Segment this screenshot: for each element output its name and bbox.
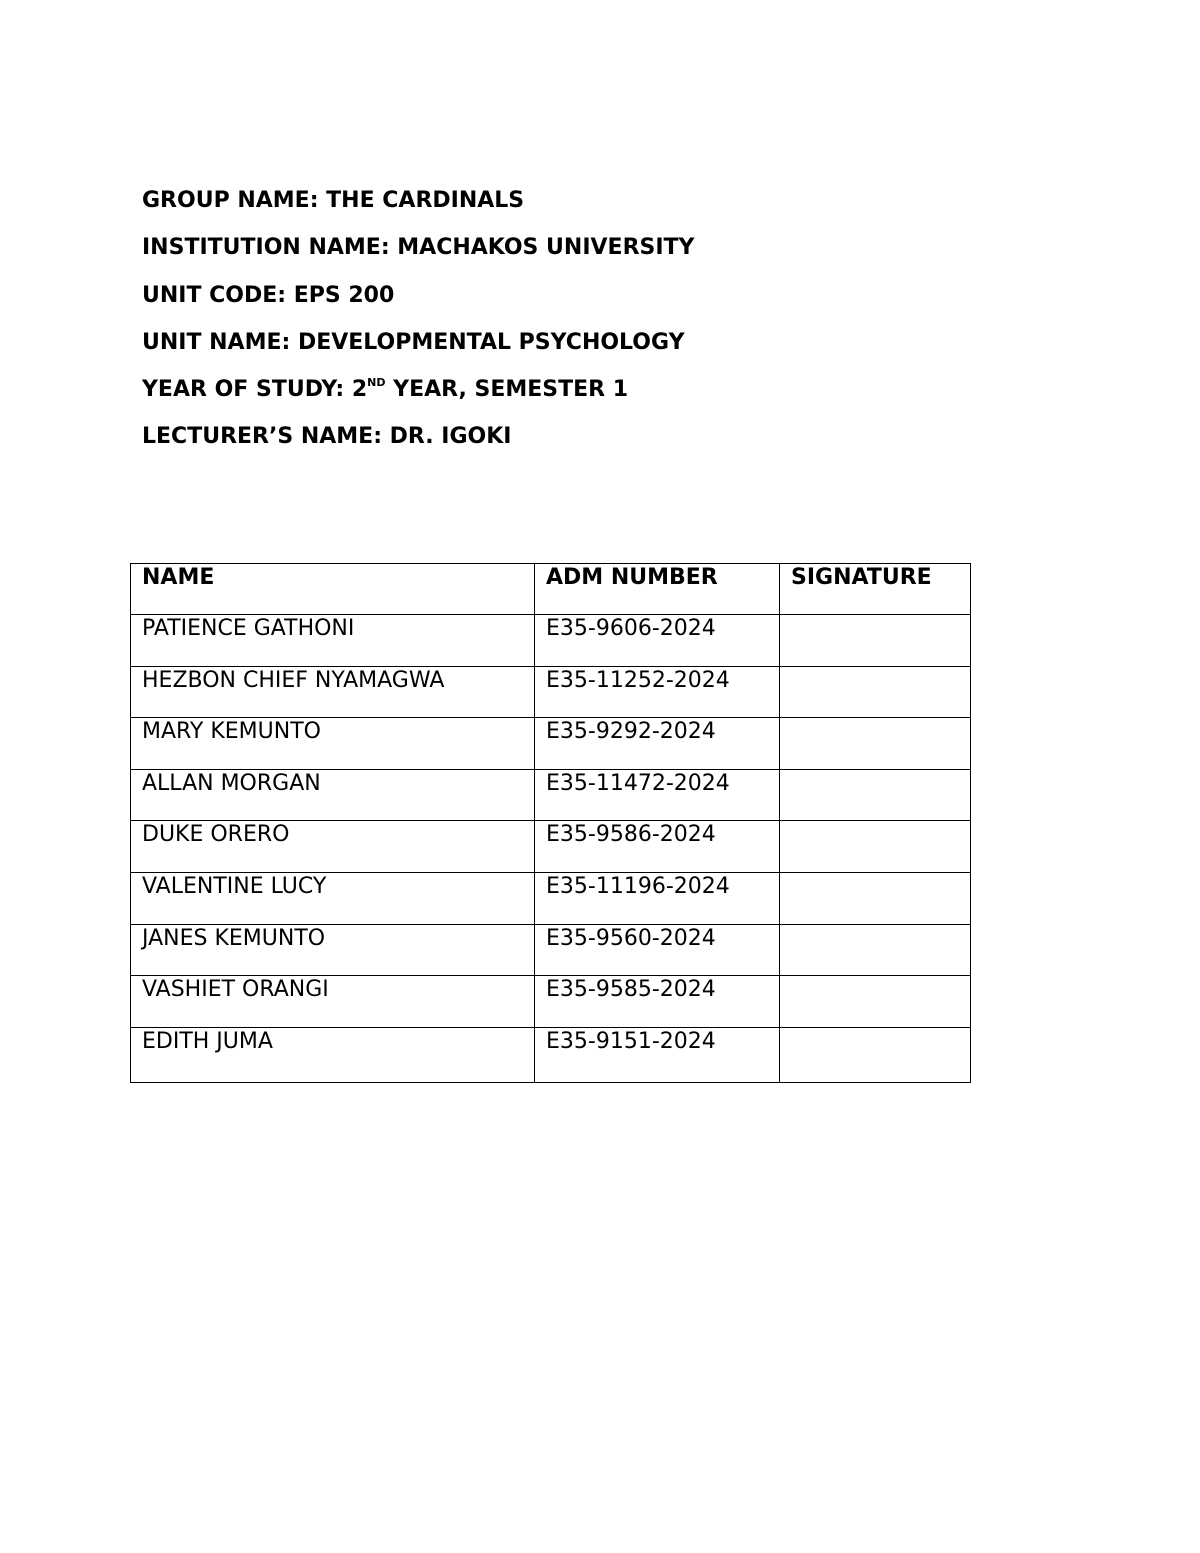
column-header-adm-number: ADM NUMBER <box>535 564 780 615</box>
member-name: DUKE ORERO <box>131 821 535 873</box>
member-signature <box>780 718 971 770</box>
member-adm-number: E35-11196-2024 <box>535 872 780 924</box>
table-row <box>131 718 971 770</box>
member-adm-number: E35-9560-2024 <box>535 924 780 976</box>
table-row <box>131 769 971 821</box>
member-adm-number: E35-11472-2024 <box>535 769 780 821</box>
member-name: PATIENCE GATHONI <box>131 615 535 667</box>
group-name-line: GROUP NAME: THE CARDINALS <box>142 188 525 213</box>
member-signature <box>780 872 971 924</box>
member-name: EDITH JUMA <box>131 1027 535 1082</box>
year-of-study-prefix: YEAR OF STUDY: 2 <box>142 377 368 403</box>
table-row <box>131 615 971 667</box>
table-header-row <box>131 564 971 615</box>
members-table <box>130 563 971 1083</box>
member-name: VASHIET ORANGI <box>131 976 535 1028</box>
table-row <box>131 821 971 873</box>
member-name: ALLAN MORGAN <box>131 769 535 821</box>
cover-details <box>142 186 1042 470</box>
member-adm-number: E35-11252-2024 <box>535 666 780 718</box>
unit-code-line: UNIT CODE: EPS 200 <box>142 282 395 308</box>
member-adm-number: E35-9292-2024 <box>535 718 780 770</box>
member-adm-number: E35-9606-2024 <box>535 615 780 667</box>
table-row <box>131 872 971 924</box>
table-row <box>131 666 971 718</box>
year-of-study-line <box>142 375 1042 405</box>
member-signature <box>780 769 971 821</box>
member-signature <box>780 924 971 976</box>
column-header-name: NAME <box>131 564 535 615</box>
column-header-signature: SIGNATURE <box>780 564 971 615</box>
member-adm-number: E35-9151-2024 <box>535 1027 780 1082</box>
table-row <box>131 976 971 1028</box>
member-name: HEZBON CHIEF NYAMAGWA <box>131 666 535 718</box>
member-name: VALENTINE LUCY <box>131 872 535 924</box>
lecturer-name-line: LECTURER’S NAME: DR. IGOKI <box>142 424 512 450</box>
member-adm-number: E35-9585-2024 <box>535 976 780 1028</box>
member-signature <box>780 1027 971 1082</box>
member-signature <box>780 821 971 873</box>
table-row <box>131 1027 971 1082</box>
member-name: MARY KEMUNTO <box>131 718 535 770</box>
member-signature <box>780 615 971 667</box>
institution-name-line: INSTITUTION NAME: MACHAKOS UNIVERSITY <box>142 235 695 261</box>
member-signature <box>780 666 971 718</box>
year-ordinal-suffix: ND <box>367 375 386 389</box>
member-signature <box>780 976 971 1028</box>
year-of-study-suffix: YEAR, SEMESTER 1 <box>385 377 629 403</box>
table-row <box>131 924 971 976</box>
member-name: JANES KEMUNTO <box>131 924 535 976</box>
unit-name-line: UNIT NAME: DEVELOPMENTAL PSYCHOLOGY <box>142 329 685 355</box>
member-adm-number: E35-9586-2024 <box>535 821 780 873</box>
